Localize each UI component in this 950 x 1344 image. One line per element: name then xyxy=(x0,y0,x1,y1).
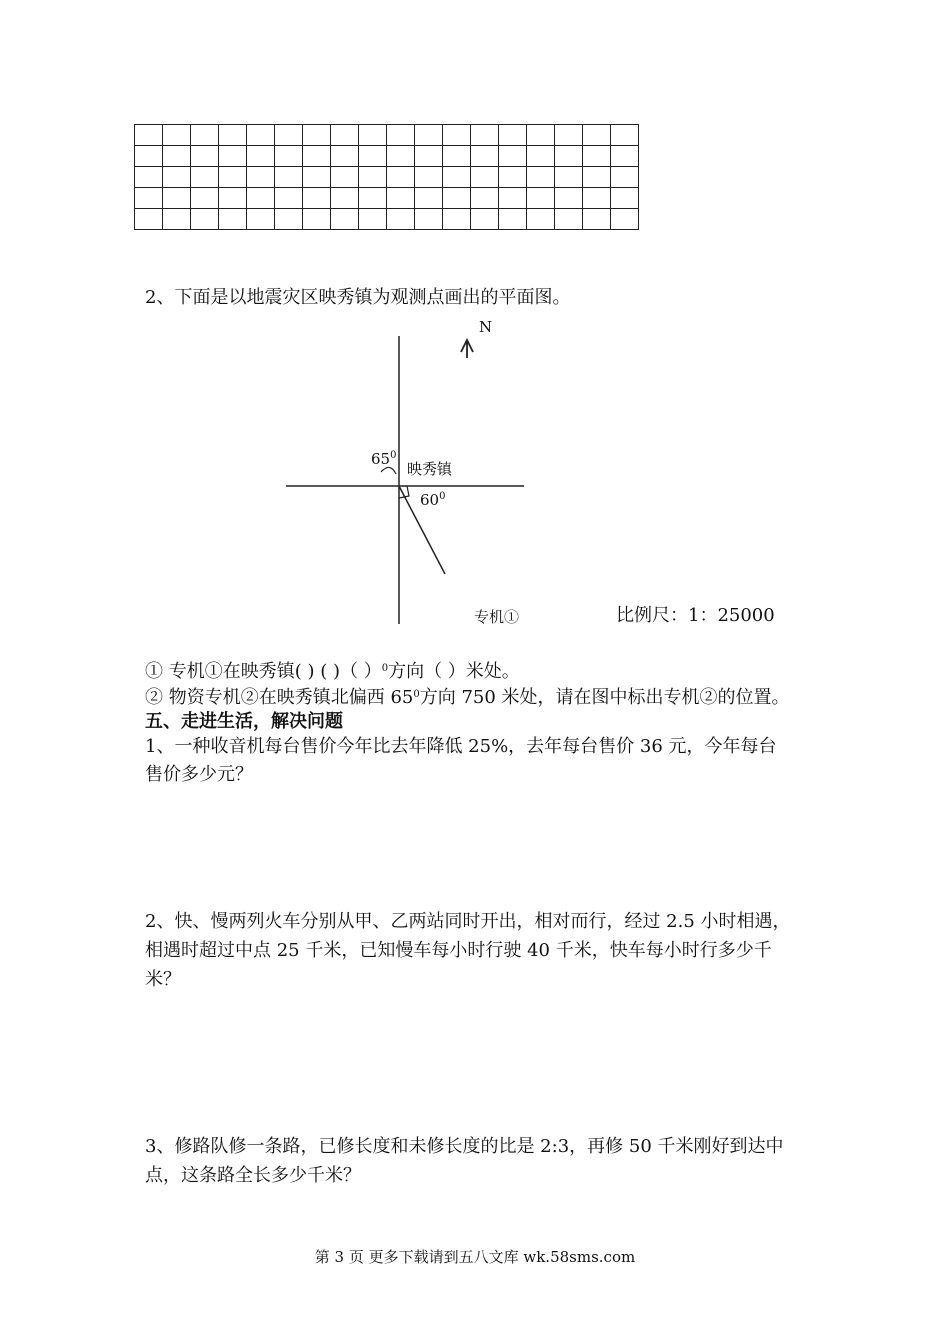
town-label: 映秀镇 xyxy=(407,460,453,478)
page-footer: 第 3 页 更多下载请到五八文库 wk.58sms.com xyxy=(314,1248,636,1266)
problem-3-line: 3、修路队修一条路，已修长度和未修长度的比是 2:3，再修 50 千米刚好到达中 xyxy=(145,1136,784,1157)
north-arrow-icon xyxy=(461,340,473,358)
problem-1-line: 售价多少元？ xyxy=(145,764,253,785)
sub-question-1: ① 专机①在映秀镇( ) ( )（ ）$^0$方向（ ）米处。 xyxy=(145,661,520,682)
problem-2-line: 相遇时超过中点 25 千米，已知慢车每小时行驶 40 千米，快车每小时行多少千 xyxy=(145,940,772,961)
section-5-heading: 五、走进生活，解决问题 xyxy=(145,711,343,732)
scale-label: 比例尺：1：25000 xyxy=(616,605,775,626)
angle-arc-65 xyxy=(381,467,396,474)
question-2-title: 2、下面是以地震灾区映秀镇为观测点画出的平面图。 xyxy=(145,287,571,308)
sub-question-2: ② 物资专机②在映秀镇北偏西 $65^0$方向 750 米处，请在图中标出专机②的位置。 xyxy=(145,687,790,708)
north-label: N xyxy=(479,318,493,336)
problem-1-line: 1、一种收音机每台售价今年比去年降低 25%，去年每台售价 36 元，今年每台 xyxy=(145,736,777,757)
angle-60-label: $60^0$ xyxy=(420,491,446,509)
problem-3 xyxy=(145,1132,784,1190)
plane-1-label: 专机① xyxy=(474,608,520,626)
problem-2-line: 2、快、慢两列火车分别从甲、乙两站同时开出，相对而行，经过 2.5 小时相遇， xyxy=(145,911,791,932)
angle-65-label: $65^0$ xyxy=(371,450,397,468)
problem-3-line: 点，这条路全长多少千米？ xyxy=(145,1165,361,1186)
problem-1 xyxy=(145,733,777,789)
problem-2-line: 米？ xyxy=(145,969,181,990)
problem-2 xyxy=(145,907,791,994)
